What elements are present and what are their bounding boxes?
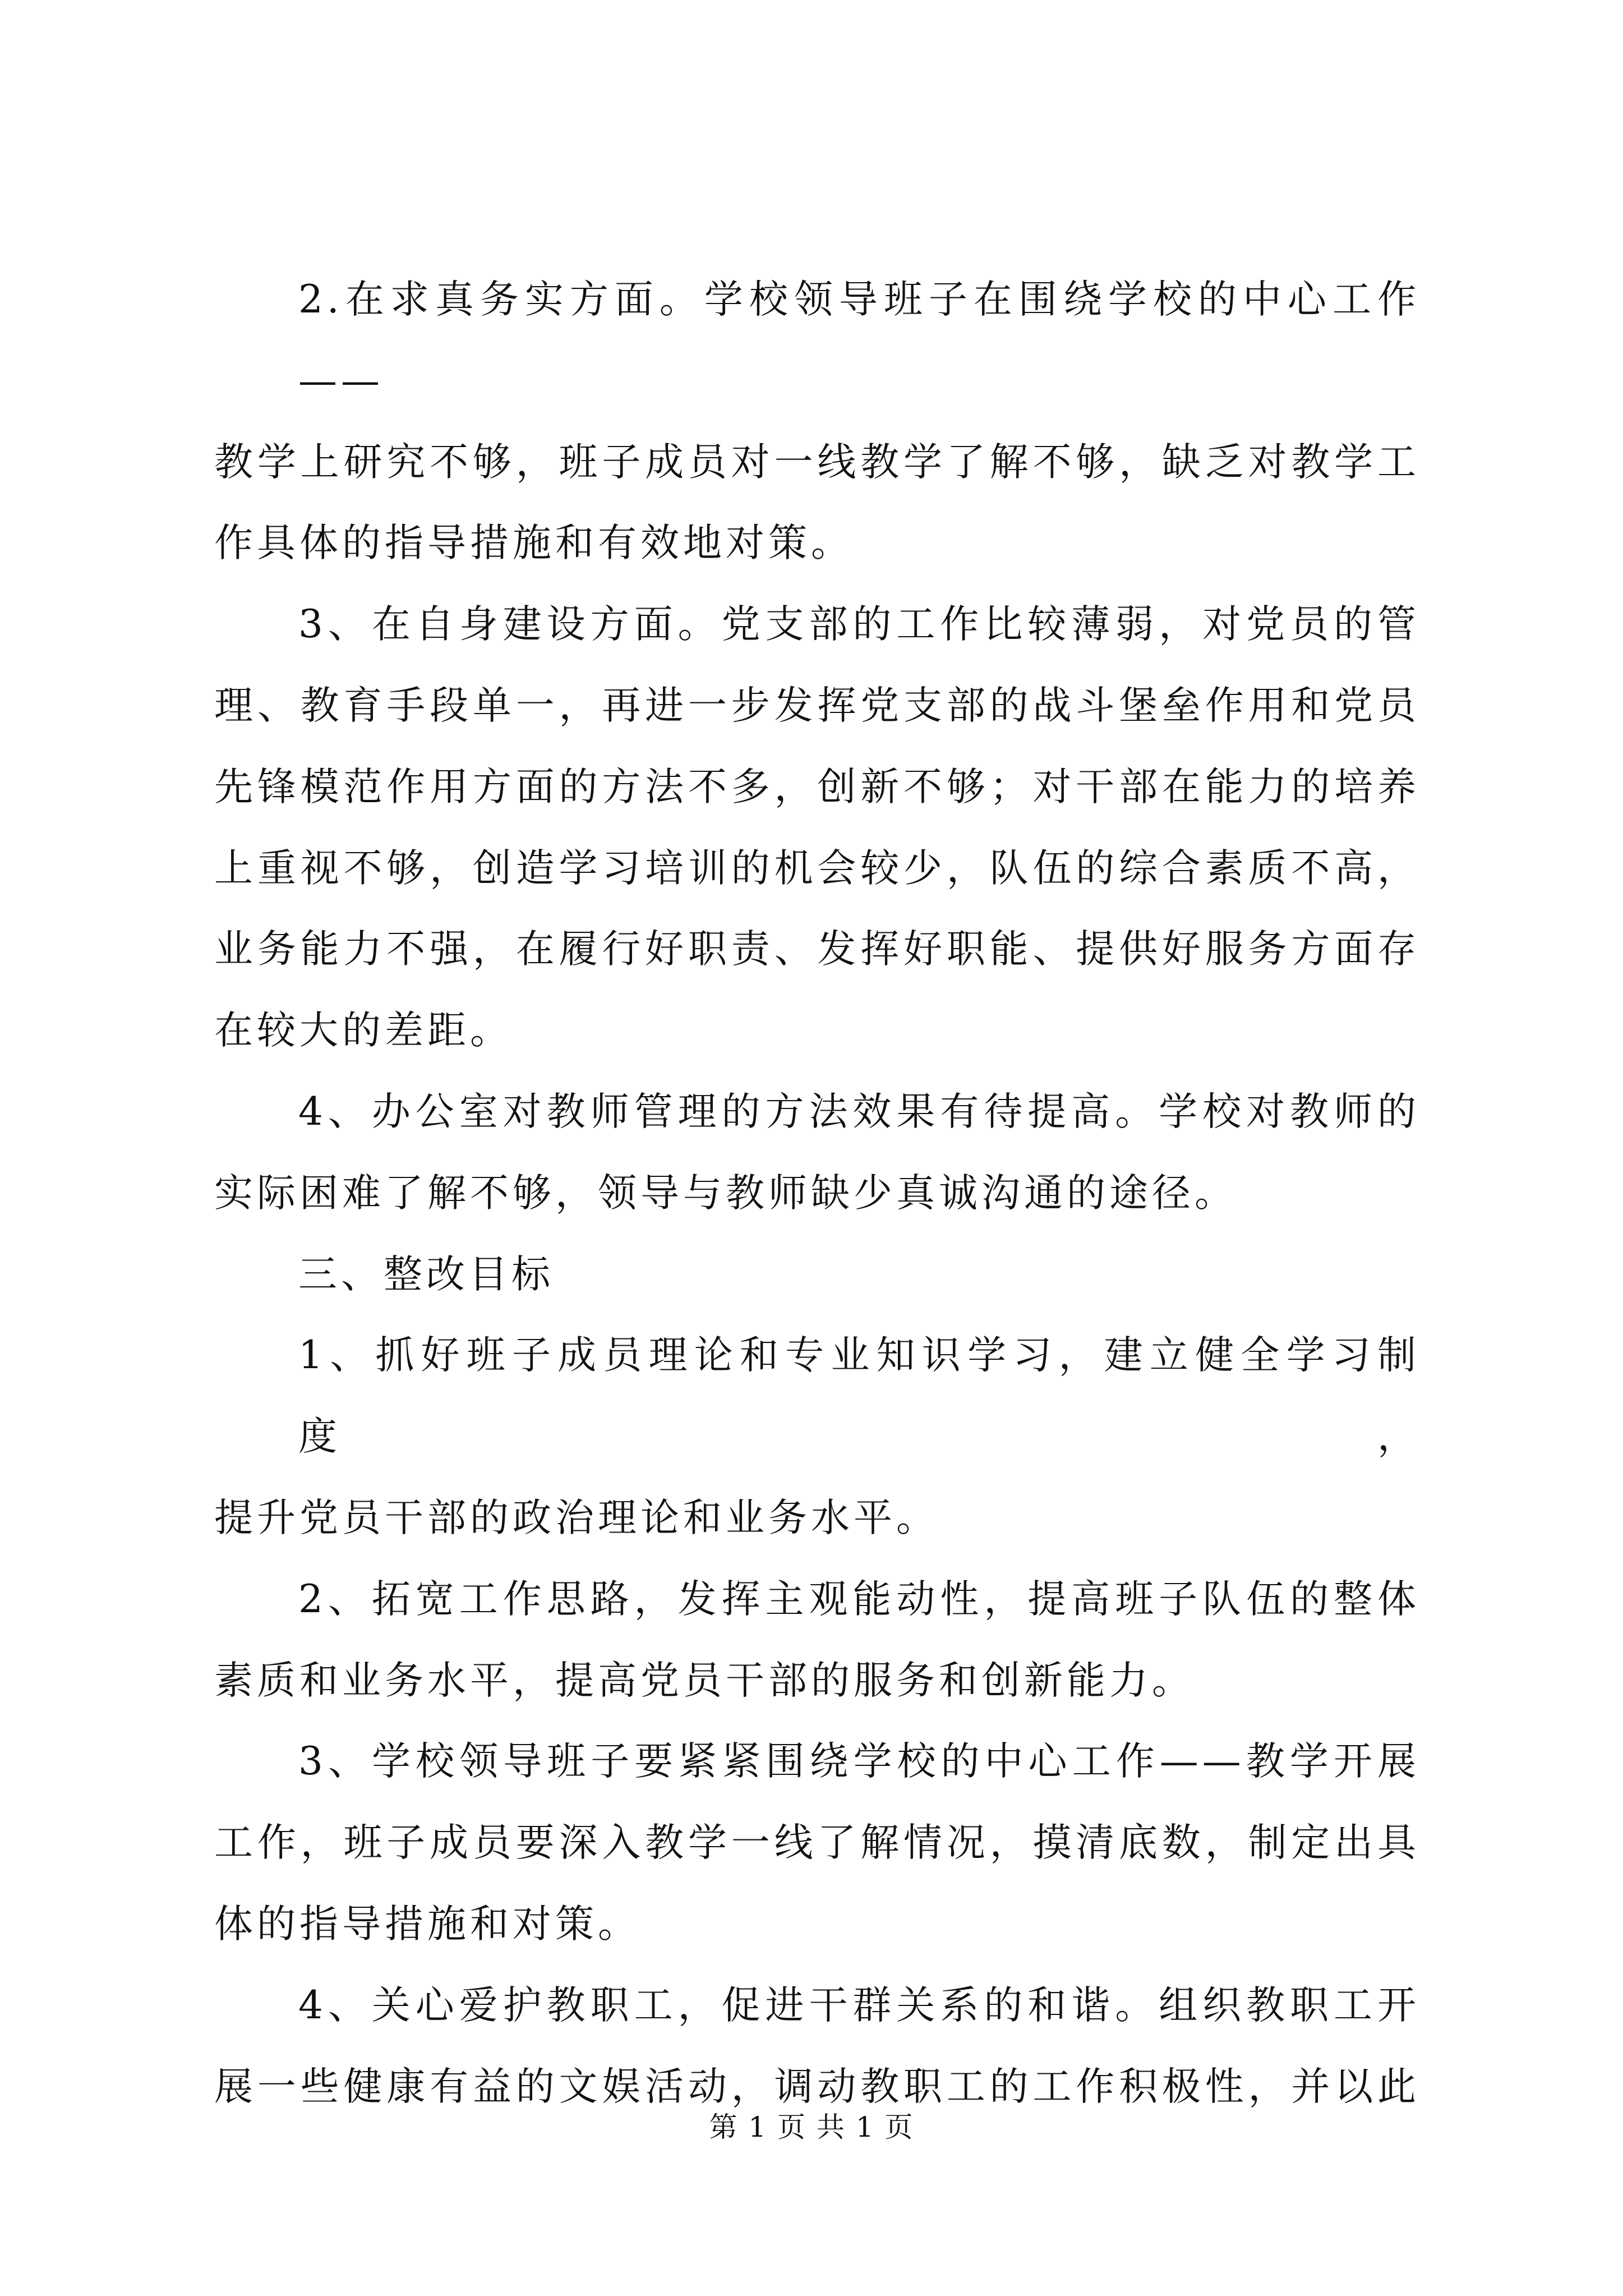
- document-line: 工作，班子成员要深入教学一线了解情况，摸清底数，制定出具: [214, 1820, 1420, 1866]
- document-line: 4、关心爱护教职工，促进干群关系的和谐。组织教职工开: [298, 1982, 1420, 2028]
- document-body: [214, 259, 1420, 2127]
- document-line: 素质和业务水平，提高党员干部的服务和创新能力。: [214, 1658, 1195, 1703]
- document-line: 体的指导措施和对策。: [214, 1901, 640, 1947]
- document-line: 1、抓好班子成员理论和专业知识学习，建立健全学习制度，: [298, 1333, 1420, 1460]
- document-line: 2、拓宽工作思路，发挥主观能动性，提高班子队伍的整体: [298, 1576, 1420, 1622]
- page-footer: 第 1 页 共 1 页: [709, 2111, 914, 2143]
- document-line: 4、办公室对教师管理的方法效果有待提高。学校对教师的: [298, 1089, 1420, 1134]
- document-line: 在较大的差距。: [214, 1008, 513, 1053]
- document-line: 2.在求真务实方面。学校领导班子在围绕学校的中心工作——: [298, 277, 1420, 403]
- document-line: 理、教育手段单一，再进一步发挥党支部的战斗堡垒作用和党员: [214, 683, 1420, 728]
- document-line: 展一些健康有益的文娱活动，调动教职工的工作积极性，并以此: [214, 2064, 1420, 2109]
- document-line: 作具体的指导措施和有效地对策。: [214, 521, 854, 566]
- document-line: 先锋模范作用方面的方法不多，创新不够；对干部在能力的培养: [214, 764, 1420, 809]
- document-line: 提升党员干部的政治理论和业务水平。: [214, 1495, 939, 1540]
- document-line: 上重视不够，创造学习培训的机会较少，队伍的综合素质不高，: [214, 845, 1420, 891]
- document-line: 3、在自身建设方面。党支部的工作比较薄弱，对党员的管: [298, 602, 1420, 647]
- document-line: 三、整改目标: [298, 1251, 554, 1297]
- document-line: 3、学校领导班子要紧紧围绕学校的中心工作——教学开展: [298, 1739, 1420, 1784]
- document-line: 教学上研究不够，班子成员对一线教学了解不够，缺乏对教学工: [214, 439, 1420, 485]
- document-line: 业务能力不强，在履行好职责、发挥好职能、提供好服务方面存: [214, 927, 1420, 972]
- document-line: 实际困难了解不够，领导与教师缺少真诚沟通的途径。: [214, 1170, 1237, 1216]
